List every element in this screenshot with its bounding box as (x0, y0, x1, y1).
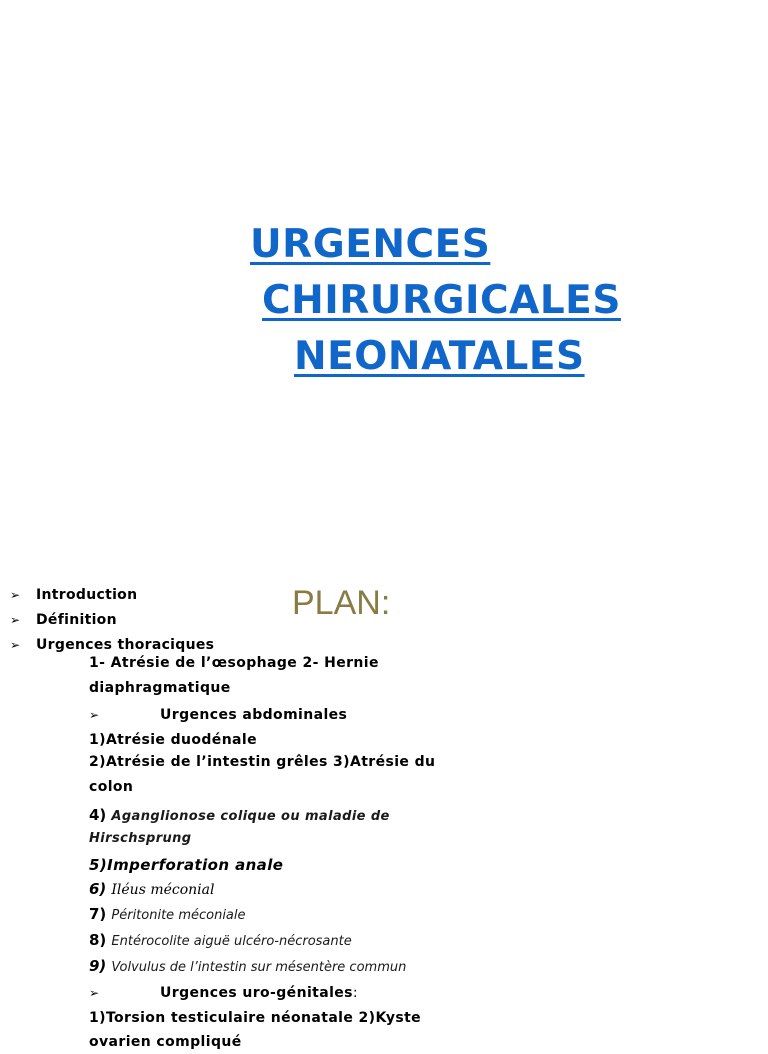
list-item (10, 582, 214, 607)
bullet-label: Définition (36, 611, 117, 628)
urogenital-heading: Urgences uro-génitales (160, 985, 353, 1001)
abdominal-heading-row (89, 702, 469, 728)
plan-body (89, 651, 469, 1054)
item-text: Entérocolite aiguë ulcéro-nécrosante (111, 934, 352, 949)
abdominal-item-6 (89, 877, 469, 902)
abdominal-item-5: 5)Imperforation anale (89, 856, 284, 874)
arrow-bullet-icon: ➢ (10, 612, 21, 627)
abdominal-item-7 (89, 902, 469, 928)
item-number: 6) (89, 880, 107, 898)
abdominal-item-9 (89, 954, 469, 980)
title-line-2: CHIRURGICALES (262, 278, 621, 323)
title-line-3: NEONATALES (294, 334, 585, 379)
plan-slide (0, 560, 768, 1050)
urogenital-items-cut: ovarien compliqué (89, 1034, 242, 1050)
item-number: 9) (89, 957, 107, 975)
abdominal-item-4 (89, 805, 469, 849)
title-line-1: URGENCES (250, 222, 491, 267)
plan-heading: PLAN: (292, 584, 391, 622)
arrow-bullet-icon: ➢ (10, 637, 21, 652)
urogenital-items: 1)Torsion testiculaire néonatale 2)Kyste (89, 1010, 422, 1026)
abdominal-item-8 (89, 928, 469, 954)
abdominal-heading: Urgences abdominales (160, 707, 348, 723)
bullet-label: Introduction (36, 586, 138, 603)
arrow-bullet-icon: ➢ (89, 708, 100, 722)
arrow-bullet-icon: ➢ (89, 986, 100, 1000)
item-number: 4) (89, 806, 107, 824)
item-text: Péritonite méconiale (111, 908, 246, 923)
arrow-bullet-icon: ➢ (10, 587, 21, 602)
urogenital-colon: : (352, 985, 359, 1001)
item-text: Iléus méconial (111, 882, 215, 898)
bullet-label: Urgences thoraciques (36, 636, 215, 653)
thoracic-items: 1- Atrésie de l’œsophage 2- Hernie diaphragmatique (89, 655, 379, 696)
item-number: 8) (89, 931, 107, 949)
list-item (10, 607, 214, 632)
item-number: 7) (89, 905, 107, 923)
abdominal-item-2: 2)Atrésie de l’intestin grêles 3)Atrésie du colon (89, 754, 436, 795)
abdominal-item-1: 1)Atrésie duodénale (89, 732, 257, 748)
item-text: Volvulus de l’intestin sur mésentère commun (111, 960, 407, 975)
item-text: Aganglionose colique ou maladie de Hirschsprung (89, 809, 390, 846)
plan-bullet-list (10, 582, 214, 657)
urogenital-heading-row (89, 980, 469, 1006)
